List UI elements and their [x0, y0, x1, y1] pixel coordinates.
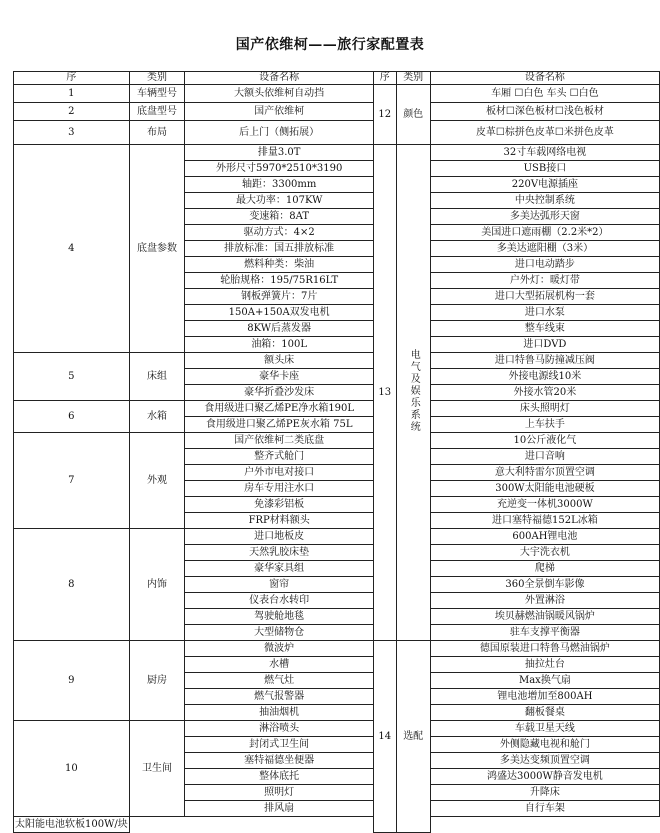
- item-cell-right: 户外灯：暖灯带: [430, 273, 659, 289]
- row-number: 1: [14, 85, 130, 103]
- item-cell: 豪华卡座: [185, 369, 374, 385]
- item-cell-right: 32寸车载网络电视: [430, 145, 659, 161]
- row-category: 布局: [129, 121, 185, 145]
- row-category: 外观: [129, 433, 185, 529]
- item-cell: 窗帘: [185, 577, 374, 593]
- item-cell: 150A+150A双发电机: [185, 305, 374, 321]
- item-cell: 国产依维柯二类底盘: [185, 433, 374, 449]
- table-row: [14, 433, 660, 449]
- item-cell: 抽油烟机: [185, 705, 374, 721]
- col-header-no: 序: [14, 72, 130, 85]
- row-number: 10: [14, 721, 130, 817]
- page-title: 国产依维柯——旅行家配置表: [235, 37, 425, 53]
- item-cell-right: 300W太阳能电池硬板: [430, 481, 659, 497]
- item-cell-right: 外接电源线10米: [430, 369, 659, 385]
- item-cell: 后上门（侧拓展）: [185, 121, 374, 145]
- item-cell-right: 多美达弧形天窗: [430, 209, 659, 225]
- row-category: 厨房: [129, 641, 185, 721]
- row-category: 床组: [129, 353, 185, 401]
- item-cell: 驱动方式：4×2: [185, 225, 374, 241]
- table-row: [14, 121, 660, 145]
- item-cell-right: 整车线束: [430, 321, 659, 337]
- item-cell-right: 220V电源插座: [430, 177, 659, 193]
- item-cell: 整齐式舱门: [185, 449, 374, 465]
- item-cell-right: 鸿盛达3000W静音发电机: [430, 769, 659, 785]
- row-category: 卫生间: [129, 721, 185, 817]
- item-cell: 大额头依维柯自动挡: [185, 85, 374, 103]
- item-cell: 户外市电对接口: [185, 465, 374, 481]
- item-cell: 大型储物仓: [185, 625, 374, 641]
- item-cell: 照明灯: [185, 785, 374, 801]
- row-number-right: 12: [374, 85, 397, 145]
- table-row: [14, 401, 660, 417]
- item-cell-right: 360全景倒车影像: [430, 577, 659, 593]
- item-cell-right: 外侧隐藏电视和舱门: [430, 737, 659, 753]
- category-label-vertical: 电气及娱乐系统: [408, 349, 420, 433]
- item-cell: 整体底托: [185, 769, 374, 785]
- table-row: [14, 145, 660, 161]
- item-cell-right: 驻车支撑平衡器: [430, 625, 659, 641]
- item-cell: 淋浴喷头: [185, 721, 374, 737]
- item-cell: 变速箱：8AT: [185, 209, 374, 225]
- item-cell-right: 进口水泵: [430, 305, 659, 321]
- item-cell-right: 进口特鲁马防撞减压阀: [430, 353, 659, 369]
- item-cell: 进口地板皮: [185, 529, 374, 545]
- row-number: 6: [14, 401, 130, 433]
- item-cell-right: 埃贝赫燃油锅暖风锅炉: [430, 609, 659, 625]
- item-cell-right: 600AH锂电池: [430, 529, 659, 545]
- config-table: [13, 71, 660, 833]
- item-cell-right: 进口塞特福德152L冰箱: [430, 513, 659, 529]
- table-row: [14, 353, 660, 369]
- row-category: 内饰: [129, 529, 185, 641]
- item-cell-right: 车厢 ☐白色 车头 ☐白色: [430, 85, 659, 103]
- item-cell: 燃料种类：柴油: [185, 257, 374, 273]
- row-category: 底盘参数: [129, 145, 185, 353]
- row-category-right: 选配: [396, 641, 430, 833]
- item-cell-right: 皮革☐棕拼色皮革☐米拼色皮革: [430, 121, 659, 145]
- item-cell: 豪华折叠沙发床: [185, 385, 374, 401]
- table-row: [14, 103, 660, 121]
- item-cell-right: 德国原装进口特鲁马燃油锅炉: [430, 641, 659, 657]
- row-number: 9: [14, 641, 130, 721]
- row-number: 3: [14, 121, 130, 145]
- item-cell-right: 升降床: [430, 785, 659, 801]
- item-cell: FRP材料额头: [185, 513, 374, 529]
- col-header-item-right: 设备名称: [430, 72, 659, 85]
- item-cell-right: Max换气扇: [430, 673, 659, 689]
- item-cell-right: 自行车架: [430, 801, 659, 817]
- item-cell: 轴距：3300mm: [185, 177, 374, 193]
- item-cell: 豪华家具组: [185, 561, 374, 577]
- item-cell-right: 美国进口遮雨棚（2.2米*2）: [430, 225, 659, 241]
- item-cell-right: 爬梯: [430, 561, 659, 577]
- item-cell-right: 10公斤液化气: [430, 433, 659, 449]
- item-cell-right: 进口音响: [430, 449, 659, 465]
- item-cell-right: 外接水管20米: [430, 385, 659, 401]
- item-cell: 油箱：100L: [185, 337, 374, 353]
- item-cell: 排风扇: [185, 801, 374, 817]
- item-cell: 食用级进口聚乙烯PE净水箱190L: [185, 401, 374, 417]
- item-cell: 天然乳胶床垫: [185, 545, 374, 561]
- row-number-right: 13: [374, 145, 397, 641]
- item-cell: 排量3.0T: [185, 145, 374, 161]
- row-category-right: 颜色: [396, 85, 430, 145]
- item-cell: 水槽: [185, 657, 374, 673]
- item-cell-right: 大宇洗衣机: [430, 545, 659, 561]
- item-cell-right: 锂电池增加至800AH: [430, 689, 659, 705]
- row-number: 2: [14, 103, 130, 121]
- item-cell: 燃气灶: [185, 673, 374, 689]
- row-number: 5: [14, 353, 130, 401]
- item-cell-right: 外置淋浴: [430, 593, 659, 609]
- item-cell-right: 中央控制系统: [430, 193, 659, 209]
- row-category: 车辆型号: [129, 85, 185, 103]
- item-cell-right: 床头照明灯: [430, 401, 659, 417]
- row-number: 8: [14, 529, 130, 641]
- item-cell: 钢板弹簧片：7片: [185, 289, 374, 305]
- table-row: [14, 721, 660, 737]
- item-cell-right: 多美达变频顶置空调: [430, 753, 659, 769]
- table-row: [14, 529, 660, 545]
- item-cell: 封闭式卫生间: [185, 737, 374, 753]
- row-number-right: 14: [374, 641, 397, 833]
- item-cell-right: 车载卫星天线: [430, 721, 659, 737]
- col-header-item: 设备名称: [185, 72, 374, 85]
- col-header-category: 类别: [129, 72, 185, 85]
- item-cell-right: USB接口: [430, 161, 659, 177]
- item-cell-right: 意大利特雷尔顶置空调: [430, 465, 659, 481]
- table-row: [14, 817, 660, 833]
- item-cell-right: 进口电动踏步: [430, 257, 659, 273]
- item-cell-right: 抽拉灶台: [430, 657, 659, 673]
- item-cell-right: 翻板餐桌: [430, 705, 659, 721]
- row-number: 4: [14, 145, 130, 353]
- item-cell: 外形尺寸5970*2510*3190: [185, 161, 374, 177]
- item-cell: 微波炉: [185, 641, 374, 657]
- item-cell-right: 进口大型拓展机构一套: [430, 289, 659, 305]
- item-cell: 额头床: [185, 353, 374, 369]
- item-cell: 燃气报警器: [185, 689, 374, 705]
- table-row: [14, 85, 660, 103]
- item-cell-right: 上车扶手: [430, 417, 659, 433]
- item-cell: 房车专用注水口: [185, 481, 374, 497]
- item-cell: 排放标准：国五排放标准: [185, 241, 374, 257]
- item-cell: 轮胎规格：195/75R16LT: [185, 273, 374, 289]
- item-cell-right: 进口DVD: [430, 337, 659, 353]
- item-cell: 驾驶舱地毯: [185, 609, 374, 625]
- row-category-right: [396, 145, 430, 641]
- row-category: 水箱: [129, 401, 185, 433]
- item-cell: 免漆彩铝板: [185, 497, 374, 513]
- item-cell-right: 多美达遮阳棚（3米）: [430, 241, 659, 257]
- item-cell: 8KW后蒸发器: [185, 321, 374, 337]
- table-row: [14, 641, 660, 657]
- item-cell: 国产依维柯: [185, 103, 374, 121]
- item-cell: 食用级进口聚乙烯PE灰水箱 75L: [185, 417, 374, 433]
- row-number: 7: [14, 433, 130, 529]
- header-row: [14, 72, 660, 85]
- col-header-no-right: 序: [374, 72, 397, 85]
- item-cell: 仪表台水转印: [185, 593, 374, 609]
- item-cell: 塞特福德坐便器: [185, 753, 374, 769]
- col-header-category-right: 类别: [396, 72, 430, 85]
- item-cell: 最大功率：107KW: [185, 193, 374, 209]
- row-category: 底盘型号: [129, 103, 185, 121]
- item-cell-right: 太阳能电池软板100W/块: [14, 817, 130, 833]
- item-cell-right: 充逆变一体机3000W: [430, 497, 659, 513]
- item-cell-right: 板材☐深色板材☐浅色板材: [430, 103, 659, 121]
